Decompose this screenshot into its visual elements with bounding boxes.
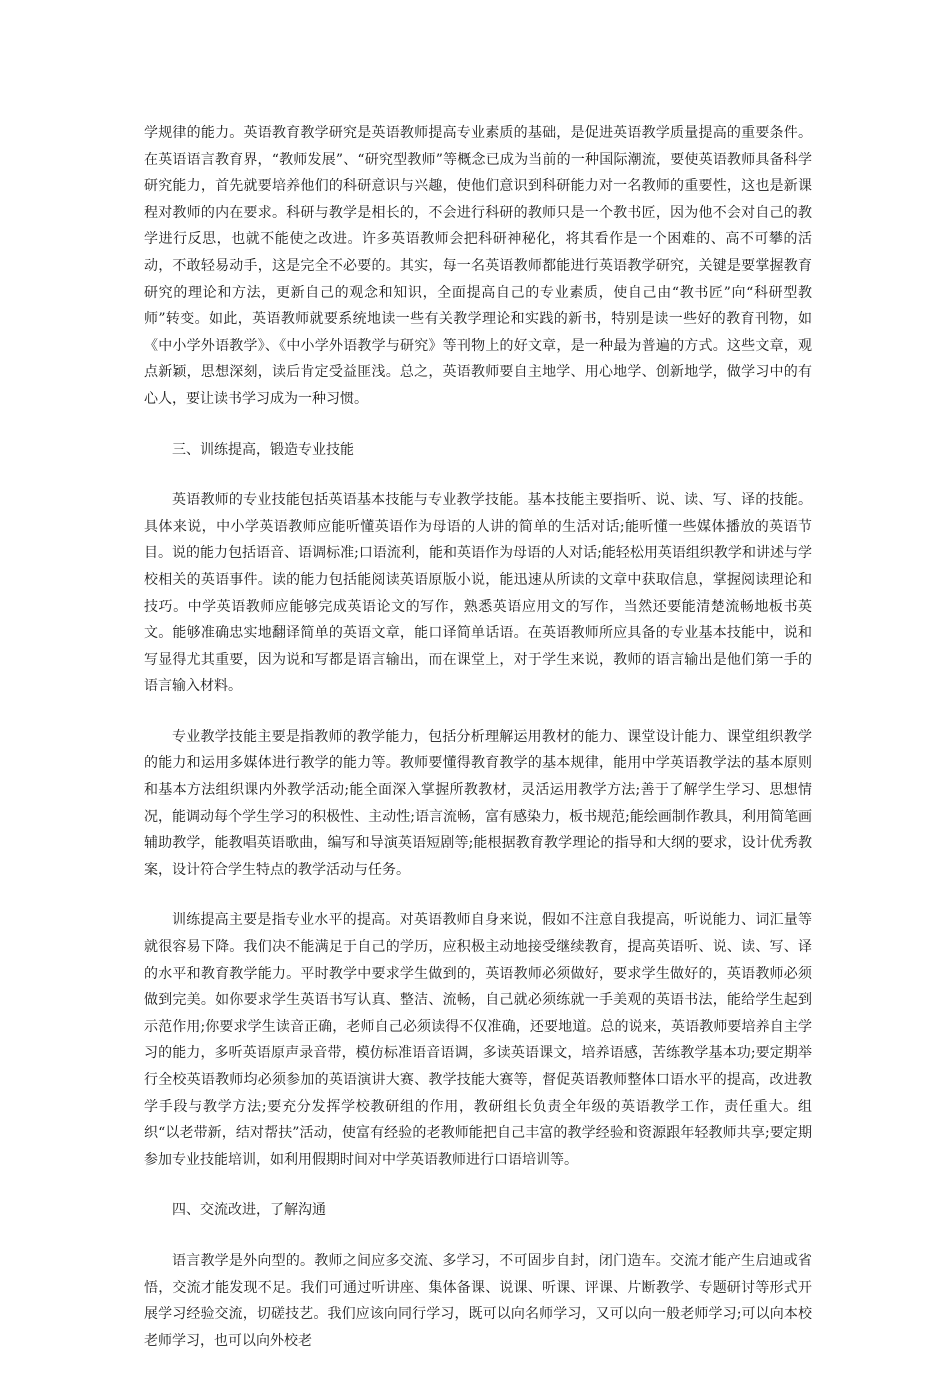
section-heading-3: 三、训练提高，锻造专业技能: [172, 441, 354, 458]
paragraph-research-continued: 学规律的能力。英语教育教学研究是英语教师提高专业素质的基础，是促进英语教学质量提高的重要条件。在英语语言教育界，“教师发展”、“研究型教师”等概念已成为当前的一种国际潮流，要使英语教师具备科学研究能力，首先就要培养他们的科研意识与兴趣，使他们意识到科研能力对一名教师的重要性，这也是新课程对教师的内在要求。科研与教学是相长的，不会进行科研的教师只是一个教书匠，因为他不会对自己的教学进行反思，也就不能使之改进。许多英语教师会把科研神秘化，将其看作是一个困难的、高不可攀的活动，不敢轻易动手，这是完全不必要的。其实，每一名英语教师都能进行英语教学研究，关键是要掌握教育研究的理论和方法，更新自己的观念和知识，全面提高自己的专业素质，使自己由“教书匠”向“科研型教师”转变。如此，英语教师就要系统地读一些有关教学理论和实践的新书，特别是读一些好的教育刊物，如《中小学外语教学》、《中小学外语教学与研究》等刊物上的好文章，是一种最为普遍的方式。这些文章，观点新颖，思想深刻，读后肯定受益匪浅。总之，英语教师要自主地学、用心地学、创新地学，做学习中的有心人，要让读书学习成为一种习惯。: [144, 125, 812, 407]
paragraph-training-improvement: 训练提高主要是指专业水平的提高。对英语教师自身来说，假如不注意自我提高，听说能力、词汇量等就很容易下降。我们决不能满足于自己的学历，应积极主动地接受继续教育，提高英语听、说、读、写、译的水平和教育教学能力。平时教学中要求学生做到的，英语教师必须做好，要求学生做好的，英语教师必须做到完美。如你要求学生英语书写认真、整洁、流畅，自己就必须练就一手美观的英语书法，能给学生起到示范作用;你要求学生读音正确，老师自己必须读得不仅准确，还要地道。总的说来，英语教师要培养自主学习的能力，多听英语原声录音带，模仿标准语音语调，多读英语课文，培养语感，苦练教学基本功;要定期举行全校英语教师均必须参加的英语演讲大赛、教学技能大赛等，督促英语教师整体口语水平的提高，改进教学手段与教学方法;要充分发挥学校教研组的作用，教研组长负责全年级的英语教学工作，责任重大。组织“以老带新，结对帮扶”活动，使富有经验的老教师能把自己丰富的教学经验和资源跟年轻教师共享;要定期参加专业技能培训，如利用假期时间对中学英语教师进行口语培训等。: [144, 912, 812, 1168]
section-heading-4: 四、交流改进，了解沟通: [172, 1202, 326, 1219]
paragraph-basic-skills: 英语教师的专业技能包括英语基本技能与专业教学技能。基本技能主要指听、说、读、写、译的技能。具体来说，中小学英语教师应能听懂英语作为母语的人讲的简单的生活对话;能听懂一些媒体播放的英语节目。说的能力包括语音、语调标准;口语流利，能和英语作为母语的人对话;能轻松用英语组织教学和讲述与学校相关的英语事件。读的能力包括能阅读英语原版小说，能迅速从所读的文章中获取信息，掌握阅读理论和技巧。中学英语教师应能够完成英语论文的写作，熟悉英语应用文的写作，当然还要能清楚流畅地板书英文。能够准确忠实地翻译简单的英语文章，能口译简单话语。在英语教师所应具备的专业基本技能中，说和写显得尤其重要，因为说和写都是语言输出，而在课堂上，对于学生来说，教师的语言输出是他们第一手的语言输入材料。: [144, 492, 812, 695]
paragraph-teaching-skills: 专业教学技能主要是指教师的教学能力，包括分析理解运用教材的能力、课堂设计能力、课堂组织教学的能力和运用多媒体进行教学的能力等。教师要懂得教育教学的基本规律，能用中学英语教学法的基本原则和基本方法组织课内外教学活动;能全面深入掌握所教教材，灵活运用教学方法;善于了解学生学习、思想情况，能调动每个学生学习的积极性、主动性;语言流畅，富有感染力，板书规范;能绘画制作教具，利用简笔画辅助教学，能教唱英语歌曲，编写和导演英语短剧等;能根据教育教学理论的指导和大纲的要求，设计优秀教案，设计符合学生特点的教学活动与任务。: [144, 728, 812, 878]
paragraph-communication: 语言教学是外向型的。教师之间应多交流、多学习，不可固步自封，闭门造车。交流才能产生启迪或省悟，交流才能发现不足。我们可通过听讲座、集体备课、说课、听课、评课、片断教学、专题研讨等形式开展学习经验交流，切磋技艺。我们应该向同行学习，既可以向名师学习，又可以向一般老师学习;可以向本校老师学习，也可以向外校老: [144, 1252, 812, 1349]
document-page: [144, 120, 812, 1378]
